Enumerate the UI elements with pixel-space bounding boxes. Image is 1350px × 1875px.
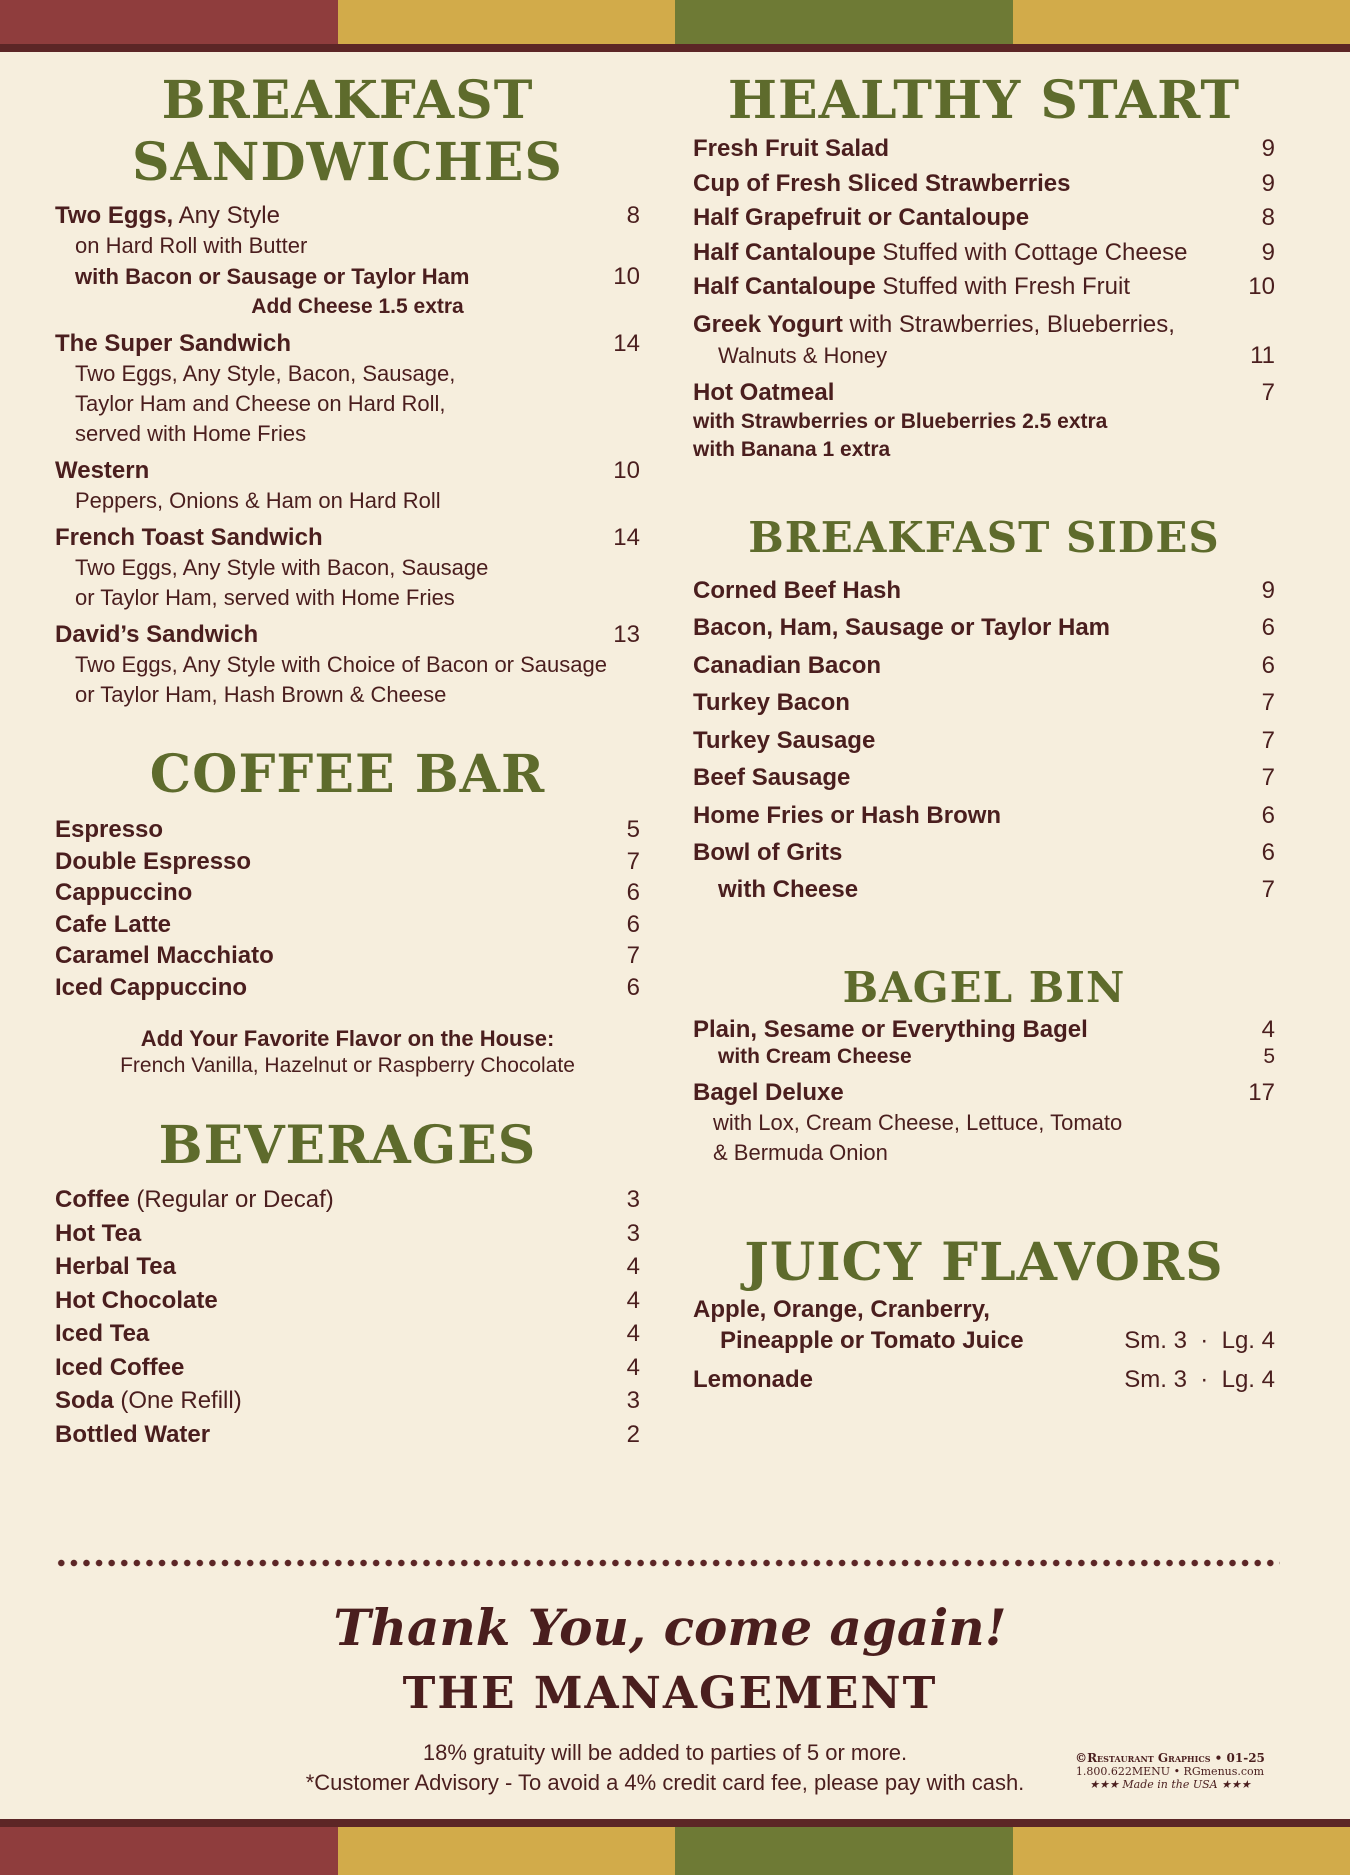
- menu-item: Corned Beef Hash 9: [693, 576, 1275, 604]
- menu-item: Half Grapefruit or Cantaloupe 8: [693, 204, 1275, 231]
- menu-item: Espresso 5: [55, 816, 640, 843]
- item-addon: with Strawberries or Blueberries 2.5 extra: [693, 409, 1108, 433]
- item-description: on Hard Roll with Butter: [75, 233, 308, 258]
- footer-notes: [200, 1738, 1130, 1798]
- bottom-color-band: [0, 1819, 1350, 1875]
- bagel-bin-section: [693, 962, 1275, 1168]
- menu-item: Bowl of Grits 6: [693, 839, 1275, 866]
- menu-item: with Cheese 7: [718, 875, 1275, 903]
- item-description: & Bermuda Onion: [713, 1139, 888, 1165]
- menu-item: Bottled Water 2: [55, 1420, 640, 1448]
- menu-item: Walnuts & Honey 11: [718, 341, 1275, 369]
- menu-item: Plain, Sesame or Everything Bagel 4: [693, 1015, 1275, 1043]
- item-description: Two Eggs, Any Style with Choice of Bacon or Sausage: [75, 652, 607, 677]
- item-description: with Lox, Cream Cheese, Lettuce, Tomato: [713, 1109, 1123, 1135]
- menu-item: David’s Sandwich 13: [55, 621, 640, 648]
- menu-item: Greek Yogurt with Strawberries, Blueberries,: [693, 310, 1175, 338]
- menu-item: Home Fries or Hash Brown 6: [693, 801, 1275, 829]
- item-description: Taylor Ham and Cheese on Hard Roll,: [75, 391, 446, 416]
- printer-contact: 1.800.622MENU • RGmenus.com: [1075, 1765, 1265, 1778]
- menu-item: Iced Cappuccino 6: [55, 973, 640, 1001]
- item-description: Two Eggs, Any Style, Bacon, Sausage,: [75, 361, 456, 386]
- menu-item: The Super Sandwich 14: [55, 330, 640, 357]
- menu-item: Coffee (Regular or Decaf) 3: [55, 1186, 640, 1213]
- menu-item: Half Cantaloupe Stuffed with Cottage Cheese 9: [693, 238, 1275, 266]
- section-title: BREAKFAST SIDES: [748, 512, 1220, 562]
- item-description: Peppers, Onions & Ham on Hard Roll: [75, 488, 441, 513]
- menu-item: Bagel Deluxe 17: [693, 1078, 1275, 1106]
- management-signature: THE MANAGEMENT: [402, 1668, 938, 1719]
- flavor-note-title: Add Your Favorite Flavor on the House:: [140, 1026, 555, 1051]
- breakfast-sandwiches-section: [55, 70, 640, 710]
- section-title: BEVERAGES: [158, 1115, 537, 1176]
- dotted-divider: [55, 1558, 1280, 1568]
- menu-item: Soda (One Refill) 3: [55, 1387, 640, 1414]
- menu-item: French Toast Sandwich 14: [55, 524, 640, 551]
- menu-item: Western 10: [55, 457, 640, 484]
- menu-item: Cappuccino 6: [55, 879, 640, 906]
- menu-item: Herbal Tea 4: [55, 1253, 640, 1280]
- item-description: or Taylor Ham, Hash Brown & Cheese: [75, 682, 447, 707]
- menu-item: Canadian Bacon 6: [693, 651, 1275, 679]
- section-title: BAGEL BIN: [842, 962, 1126, 1012]
- flavor-note-list: French Vanilla, Hazelnut or Raspberry Chocolate: [120, 1054, 575, 1077]
- healthy-start-section: [693, 70, 1275, 464]
- menu-item: with Cream Cheese 5: [718, 1044, 1275, 1068]
- menu-item: Apple, Orange, Cranberry,: [693, 1295, 990, 1323]
- section-title: JUICY FLAVORS: [744, 1231, 1224, 1293]
- menu-item: Beef Sausage 7: [693, 764, 1275, 791]
- menu-item: Cafe Latte 6: [55, 910, 640, 938]
- menu-item: Pineapple or Tomato Juice Sm. 3 · Lg. 4: [720, 1326, 1275, 1354]
- item-description: served with Home Fries: [75, 421, 307, 446]
- menu-item: Hot Oatmeal 7: [693, 378, 1275, 406]
- menu-item: with Bacon or Sausage or Taylor Ham 10: [75, 263, 640, 290]
- advisory-note: *Customer Advisory - To avoid a 4% credit card fee, please pay with cash.: [305, 1770, 1025, 1795]
- menu-item: Two Eggs, Any Style 8: [55, 202, 640, 229]
- menu-item: Hot Tea 3: [55, 1219, 640, 1247]
- menu-item: Turkey Sausage 7: [693, 726, 1275, 754]
- menu-item: Lemonade Sm. 3 · Lg. 4: [693, 1365, 1275, 1393]
- juicy-flavors-section: [693, 1232, 1275, 1395]
- menu-item: Hot Chocolate 4: [55, 1286, 640, 1314]
- coffee-bar-section: [55, 744, 640, 1079]
- menu-item: Caramel Macchiato 7: [55, 942, 640, 969]
- left-column: [55, 70, 640, 1451]
- item-description: or Taylor Ham, served with Home Fries: [75, 585, 455, 610]
- section-title: COFFEE BAR: [149, 744, 546, 805]
- printer-origin: ★★★ Made in the USA ★★★: [1089, 1778, 1251, 1791]
- item-addon: Add Cheese 1.5 extra: [251, 295, 464, 318]
- menu-item: Iced Tea 4: [55, 1320, 640, 1347]
- printer-credit: [1060, 1752, 1280, 1791]
- section-title: BREAKFAST SANDWICHES: [132, 70, 563, 193]
- beverages-section: [55, 1115, 640, 1451]
- thank-you-message: Thank You, come again!: [333, 1598, 1007, 1657]
- section-title: HEALTHY START: [727, 70, 1241, 131]
- gratuity-note: 18% gratuity will be added to parties of 5 or more.: [422, 1740, 908, 1765]
- menu-item: Turkey Bacon 7: [693, 689, 1275, 716]
- menu-item: Cup of Fresh Sliced Strawberries 9: [693, 169, 1275, 197]
- menu-item: Iced Coffee 4: [55, 1353, 640, 1381]
- breakfast-sides-section: [693, 512, 1275, 908]
- printer-brand: ©Restaurant Graphics • 01-25: [1075, 1751, 1265, 1765]
- item-addon: with Banana 1 extra: [693, 437, 891, 461]
- menu-item: Fresh Fruit Salad 9: [693, 135, 1275, 162]
- menu-item: Bacon, Ham, Sausage or Taylor Ham 6: [693, 614, 1275, 641]
- top-color-band: [0, 0, 1350, 52]
- menu-item: Half Cantaloupe Stuffed with Fresh Fruit 10: [693, 273, 1275, 300]
- menu-item: Double Espresso 7: [55, 847, 640, 875]
- item-description: Two Eggs, Any Style with Bacon, Sausage: [75, 555, 489, 580]
- right-column: [693, 70, 1275, 1395]
